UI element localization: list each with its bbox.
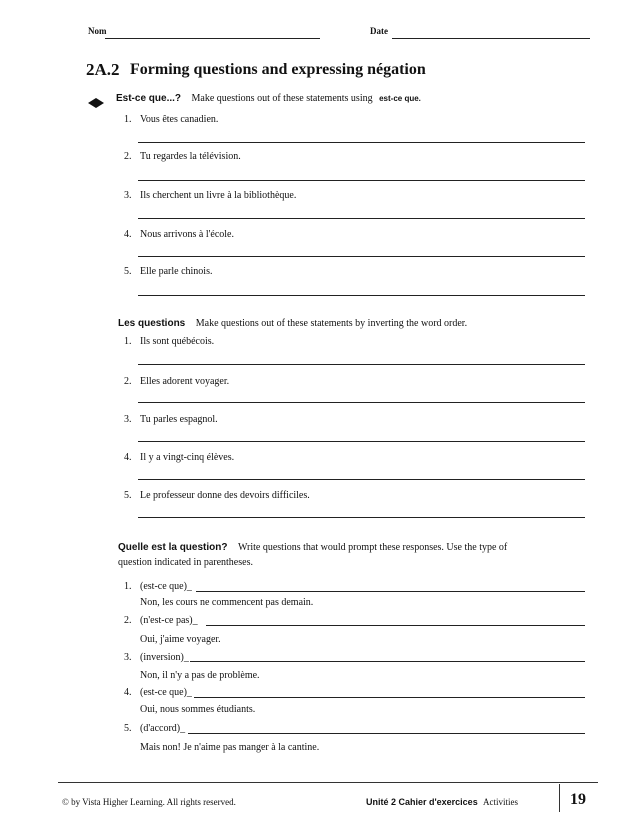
s2-item5-text: Le professeur donne des devoirs difficiles.	[140, 490, 310, 501]
s3-item4-response: Oui, nous sommes étudiants.	[140, 704, 256, 715]
s2-item2-num: 2.	[124, 376, 132, 387]
section3-instructions-line1: Write questions that would prompt these responses. Use the type of	[237, 542, 508, 553]
s3-item1-response: Non, les cours ne commencent pas demain.	[140, 597, 314, 608]
s1-item5-answer-line[interactable]	[138, 295, 585, 296]
s2-item1-answer-line[interactable]	[138, 364, 585, 365]
s3-item1-answer-line[interactable]	[196, 591, 585, 592]
section1-instructions: Make questions out of these statements using	[191, 93, 373, 104]
footer-divider	[58, 782, 598, 783]
s3-item3-answer-line[interactable]	[190, 661, 585, 662]
s2-item1-text: Ils sont québécois.	[140, 336, 215, 347]
section2-instructions: Make questions out of these statements by inverting the word order.	[195, 318, 468, 329]
section3-bold: Quelle est la question?	[118, 542, 228, 553]
s3-item2-answer-line[interactable]	[206, 625, 585, 626]
s2-item5-num: 5.	[124, 490, 132, 501]
s2-item3-text: Tu parles espagnol.	[140, 414, 218, 425]
s3-item5-prompt: (d'accord)_	[140, 723, 186, 734]
s1-item5-num: 5.	[124, 266, 132, 277]
s1-item3-text: Ils cherchent un livre à la bibliothèque.	[140, 190, 297, 201]
section1-heading	[116, 93, 421, 104]
footer-copyright: © by Vista Higher Learning. All rights reserved.	[62, 797, 236, 807]
footer-book-title	[366, 797, 518, 807]
s2-item1-num: 1.	[124, 336, 132, 347]
s3-item5-num: 5.	[124, 723, 132, 734]
s1-item5-text: Elle parle chinois.	[140, 266, 213, 277]
s3-item5-response: Mais non! Je n'aime pas manger à la cantine.	[140, 742, 320, 753]
footer-vertical-rule	[559, 784, 560, 812]
section3-instructions-line2: question indicated in parentheses.	[118, 557, 253, 568]
footer-book-bold: Unité 2 Cahier d'exercices	[366, 797, 478, 807]
footer-book-rest: Activities	[482, 797, 518, 807]
section1-bold: Est-ce que...?	[116, 93, 182, 104]
s3-item3-prompt: (inversion)_	[140, 652, 189, 663]
s2-item3-num: 3.	[124, 414, 132, 425]
section2-bold: Les questions	[118, 318, 186, 329]
s3-item3-num: 3.	[124, 652, 132, 663]
s3-item2-response: Oui, j'aime voyager.	[140, 634, 221, 645]
s3-item2-prompt: (n'est-ce pas)_	[140, 615, 198, 626]
section2-heading	[118, 318, 467, 329]
nom-label: Nom	[88, 26, 107, 36]
s1-item1-answer-line[interactable]	[138, 142, 585, 143]
s2-item4-num: 4.	[124, 452, 132, 463]
s3-item4-num: 4.	[124, 687, 132, 698]
s3-item2-num: 2.	[124, 615, 132, 626]
s3-item1-num: 1.	[124, 581, 132, 592]
s1-item2-answer-line[interactable]	[138, 180, 585, 181]
diamond-icon	[88, 95, 104, 105]
section1-bold2: est-ce que.	[379, 94, 421, 103]
s3-item4-answer-line[interactable]	[194, 697, 585, 698]
s2-item4-text: Il y a vingt-cinq élèves.	[140, 452, 235, 463]
s2-item4-answer-line[interactable]	[138, 479, 585, 480]
s1-item1-text: Vous êtes canadien.	[140, 114, 219, 125]
s1-item4-answer-line[interactable]	[138, 256, 585, 257]
date-line[interactable]	[392, 38, 590, 39]
s1-item2-text: Tu regardes la télévision.	[140, 151, 241, 162]
section-number: 2A.2	[86, 60, 120, 79]
s1-item4-num: 4.	[124, 229, 132, 240]
s3-item4-prompt: (est-ce que)_	[140, 687, 192, 698]
s1-item2-num: 2.	[124, 151, 132, 162]
s1-item3-answer-line[interactable]	[138, 218, 585, 219]
s2-item3-answer-line[interactable]	[138, 441, 585, 442]
s2-item2-text: Elles adorent voyager.	[140, 376, 230, 387]
page-title: Forming questions and expressing négation	[130, 61, 426, 78]
s3-item1-prompt: (est-ce que)_	[140, 581, 192, 592]
s1-item1-num: 1.	[124, 114, 132, 125]
s3-item3-response: Non, il n'y a pas de problème.	[140, 670, 260, 681]
date-label: Date	[370, 26, 388, 36]
nom-line[interactable]	[105, 38, 320, 39]
section3-heading	[118, 542, 507, 553]
s1-item4-text: Nous arrivons à l'école.	[140, 229, 234, 240]
s2-item5-answer-line[interactable]	[138, 517, 585, 518]
s1-item3-num: 3.	[124, 190, 132, 201]
s2-item2-answer-line[interactable]	[138, 402, 585, 403]
s3-item5-answer-line[interactable]	[188, 733, 585, 734]
page-number: 19	[570, 791, 586, 808]
